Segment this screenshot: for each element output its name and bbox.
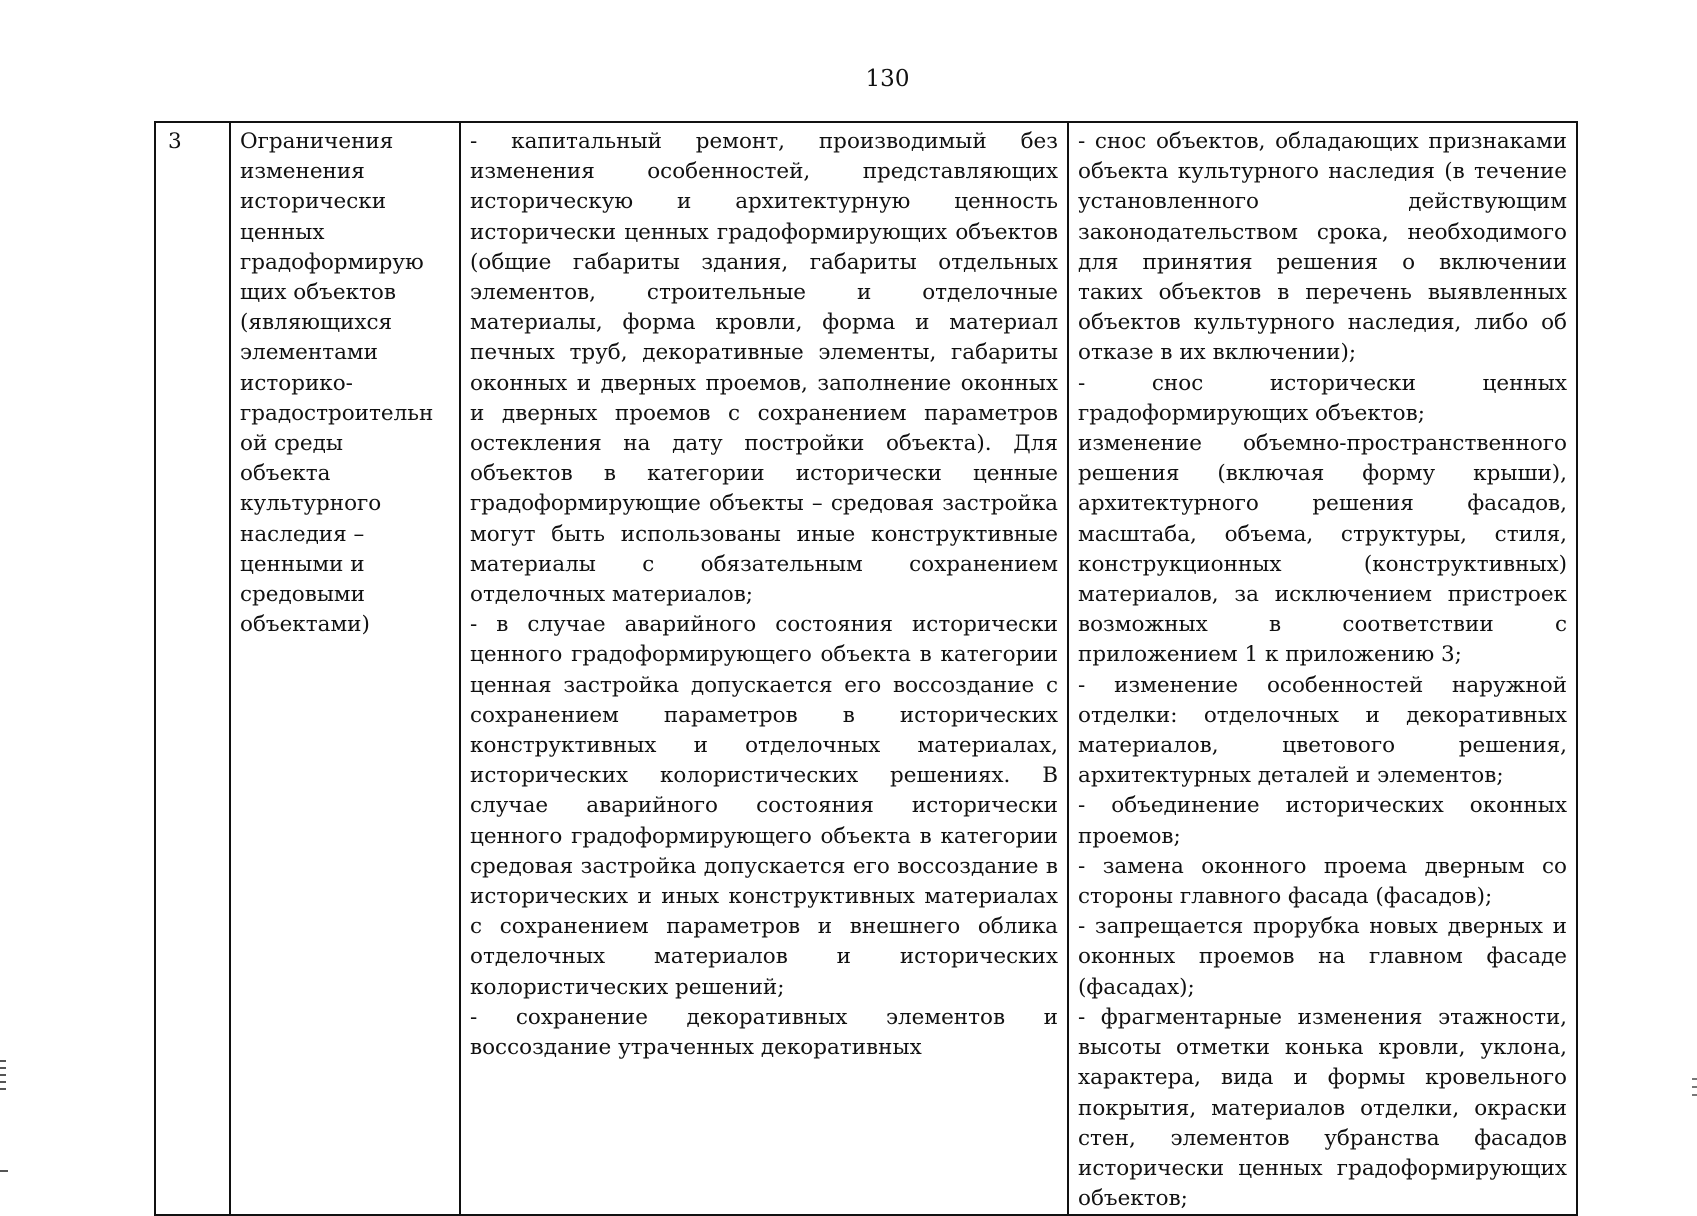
allowed-paragraph: - сохранение декоративных элементов и воссоздание утраченных декоративных [470, 1004, 1058, 1061]
table-row [155, 122, 1577, 1215]
forbidden-paragraph: - замена оконного проема дверным со стороны главного фасада (фасадов); [1078, 853, 1567, 910]
name-line: средовыми [240, 582, 365, 608]
forbidden-paragraph: - снос исторически ценных градоформирующих объектов; [1078, 370, 1567, 426]
scan-edge-marks-right [1692, 1078, 1697, 1102]
name-line: объектами) [240, 612, 370, 638]
forbidden-paragraph: - объединение исторических оконных проемов; [1078, 793, 1567, 849]
name-line: историко- [240, 370, 353, 396]
name-line: исторически [240, 189, 387, 215]
name-line: культурного [240, 491, 382, 517]
name-line: ценными и [240, 551, 365, 577]
forbidden-paragraph: - снос объектов, обладающих признаками объекта культурного наследия (в течение установленного действующим законодательством срока, необходимого для принятия решения о включении таких объектов в перечень выявленных объектов культурного наследия, либо об отказе в их включении); [1078, 129, 1567, 366]
allowed-works-cell [460, 122, 1068, 1215]
name-line: наследия – [240, 521, 365, 547]
scan-edge-dash-left [0, 1170, 8, 1172]
name-line: градостроительн [240, 400, 434, 426]
restrictions-table [154, 121, 1578, 1216]
forbidden-works-cell [1068, 122, 1577, 1215]
name-line: объекта [240, 461, 331, 487]
forbidden-paragraph: - запрещается прорубка новых дверных и оконных проемов на главном фасаде (фасадах); [1078, 914, 1567, 1000]
allowed-paragraph: - в случае аварийного состояния исторически ценного градоформирующего объекта в категории ценная застройка допускается его воссоздание с сохранением параметров в исторических конструктивных и отделочных материалах, исторических колористических решениях. В случае аварийного состояния исторически ценного градоформирующего объекта в категории средовая застройка допускается его воссоздание в исторических и иных конструктивных материалах с сохранением параметров и внешнего облика отделочных материалов и исторических колористических решений; [470, 612, 1058, 1000]
name-line: (являющихся [240, 310, 393, 336]
scan-edge-marks-left [0, 1060, 6, 1095]
page-number: 130 [865, 66, 910, 92]
name-line: щих объектов [240, 280, 396, 306]
name-line: ценных [240, 219, 325, 245]
forbidden-paragraph: изменение объемно-пространственного решения (включая форму крыши), архитектурного решения фасадов, масштаба, объема, структуры, стиля, конструкционных (конструктивных) материалов, за исключением пристроек возможных в соответствии с приложением 1 к приложению 3; [1078, 431, 1567, 668]
allowed-paragraph: - капитальный ремонт, производимый без изменения особенностей, представляющих историческую и архитектурную ценность исторически ценных градоформирующих объектов (общие габариты здания, габариты отдельных элементов, строительные и отделочные материалы, форма кровли, форма и материал печных труб, декоративные элементы, габариты оконных и дверных проемов, заполнение оконных и дверных проемов с сохранением параметров остекления на дату постройки объекта). Для объектов в категории исторически ценные градоформирующие объекты – средовая застройка могут быть использованы иные конструктивные материалы с обязательным сохранением отделочных материалов; [470, 129, 1058, 608]
name-line: ой среды [240, 431, 343, 457]
restriction-name-cell [230, 122, 460, 1215]
row-number-cell: 3 [155, 122, 230, 1215]
name-line: элементами [240, 340, 378, 366]
name-line: Ограничения [240, 129, 394, 154]
forbidden-paragraph: - изменение особенностей наружной отделки: отделочных и декоративных материалов, цветового решения, архитектурных деталей и элементов; [1078, 672, 1567, 789]
name-line: градоформирую [240, 249, 424, 275]
name-line: изменения [240, 159, 365, 185]
forbidden-paragraph: - фрагментарные изменения этажности, высоты отметки конька кровли, уклона, характера, вида и формы кровельного покрытия, материалов отделки, окраски стен, элементов убранства фасадов исторически ценных градоформирующих объектов; [1078, 1004, 1567, 1212]
